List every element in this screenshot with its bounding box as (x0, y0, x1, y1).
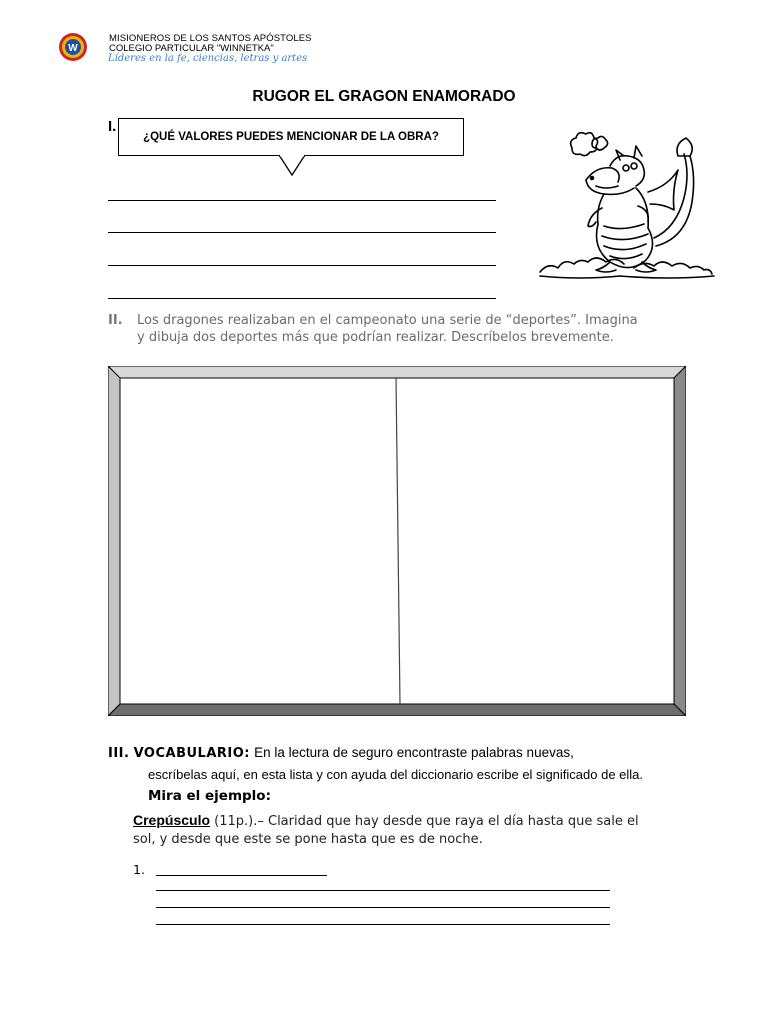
vocab-word-line[interactable] (156, 875, 327, 876)
section-3-intro (108, 743, 636, 764)
example-page: (11p.). (214, 814, 258, 829)
example-term: Crepúsculo (133, 812, 211, 828)
vocab-item-number: 1. (133, 862, 145, 877)
answer-line[interactable] (108, 232, 496, 233)
section-2-instructions: Los dragones realizaban en el campeonato una serie de “deportes”. Imagina y dibuja dos deportes más que podrían realizar. Descríbelos brevemente. (137, 313, 638, 345)
worksheet-title: RUGOR EL GRAGON ENAMORADO (252, 88, 516, 105)
section-3-number: III. (108, 746, 130, 761)
section-3-cont-text: escríbelas aquí, en esta lista y con ayuda del diccionario escribe el significado de ella. (148, 767, 644, 782)
answer-line[interactable] (108, 265, 496, 266)
example-definition: – Claridad que hay desde que raya el día hasta que sale el sol, y desde que este se pone hasta que es de noche. (133, 814, 639, 847)
drawing-frame[interactable] (108, 366, 686, 716)
header-institution: MISIONEROS DE LOS SANTOS APÓSTOLES (109, 33, 312, 44)
section-1-number: I. (108, 118, 117, 135)
vocabulary-label: VOCABULARIO: (133, 746, 250, 761)
answer-line[interactable] (108, 298, 496, 299)
answer-line[interactable] (108, 200, 496, 201)
vocabulary-example (133, 811, 643, 849)
section-3-continuation (148, 764, 648, 807)
question-text: ¿QUÉ VALORES PUEDES MENCIONAR DE LA OBRA? (143, 131, 439, 143)
header-school: COLEGIO PARTICULAR "WINNETKA" (109, 43, 274, 54)
dragon-illustration-icon (538, 130, 716, 290)
callout-arrow-icon (274, 155, 310, 177)
header-motto: Líderes en la fe, ciencias, letras y artes (108, 53, 308, 64)
section-2-number: II. (108, 313, 123, 328)
example-prompt: Mira el ejemplo: (148, 788, 271, 804)
vocab-definition-line[interactable] (156, 907, 610, 908)
section-3-intro-text: En la lectura de seguro encontraste palabras nuevas, (254, 745, 574, 760)
vocab-definition-line[interactable] (156, 890, 610, 891)
vocab-definition-line[interactable] (156, 924, 610, 925)
school-logo-icon (58, 32, 88, 62)
logo-letter: W (68, 43, 78, 54)
